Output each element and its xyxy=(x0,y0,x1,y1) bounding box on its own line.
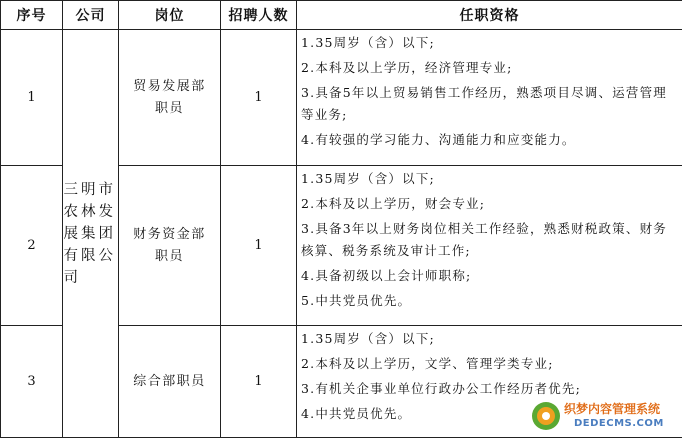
position-name: 综合部职员 xyxy=(133,373,206,389)
requirement-item: 1.35周岁（含）以下; xyxy=(301,35,435,50)
watermark-name: 织梦内容管理系统 xyxy=(564,402,661,416)
requirements-cell xyxy=(297,166,682,326)
header-serial: 序号 xyxy=(1,1,63,30)
position-name: 财务资金部职员 xyxy=(133,226,206,264)
company-name: 三明市农林发展集团有限公司 xyxy=(63,181,116,286)
requirements-cell xyxy=(297,30,682,166)
position-cell xyxy=(119,166,221,326)
table-header-row xyxy=(1,1,682,30)
requirement-item: 4.中共党员优先。 xyxy=(301,406,412,421)
position-name: 贸易发展部职员 xyxy=(133,78,206,116)
requirement-item: 4.具备初级以上会计师职称; xyxy=(301,268,472,283)
dedecms-watermark xyxy=(530,398,680,434)
requirement-item: 1.35周岁（含）以下; xyxy=(301,331,435,346)
requirement-item: 3.具备5年以上贸易销售工作经历，熟悉项目尽调、运营管理等业务; xyxy=(301,85,667,122)
requirement-item: 2.本科及以上学历，财会专业; xyxy=(301,196,486,211)
requirement-item: 5.中共党员优先。 xyxy=(301,293,412,308)
headcount-cell: 1 xyxy=(221,326,297,438)
requirement-item: 1.35周岁（含）以下; xyxy=(301,171,435,186)
dedecms-logo-icon xyxy=(530,400,562,432)
header-requirements: 任职资格 xyxy=(297,1,682,30)
watermark-url: DEDECMS.COM xyxy=(574,418,664,429)
position-cell xyxy=(119,326,221,438)
company-cell xyxy=(63,30,119,438)
header-company: 公司 xyxy=(63,1,119,30)
requirement-item: 3.具备3年以上财务岗位相关工作经验，熟悉财税政策、财务核算、税务系统及审计工作; xyxy=(301,221,667,258)
requirement-item: 2.本科及以上学历，文学、管理学类专业; xyxy=(301,356,554,371)
requirement-item: 2.本科及以上学历，经济管理专业; xyxy=(301,60,513,75)
requirement-item: 3.有机关企事业单位行政办公工作经历者优先; xyxy=(301,381,582,396)
headcount-cell: 1 xyxy=(221,166,297,326)
serial-cell: 1 xyxy=(1,30,63,166)
table-row xyxy=(1,30,682,166)
header-position: 岗位 xyxy=(119,1,221,30)
header-headcount: 招聘人数 xyxy=(221,1,297,30)
serial-cell: 2 xyxy=(1,166,63,326)
position-cell xyxy=(119,30,221,166)
serial-cell: 3 xyxy=(1,326,63,438)
headcount-cell: 1 xyxy=(221,30,297,166)
requirement-item: 4.有较强的学习能力、沟通能力和应变能力。 xyxy=(301,132,576,147)
